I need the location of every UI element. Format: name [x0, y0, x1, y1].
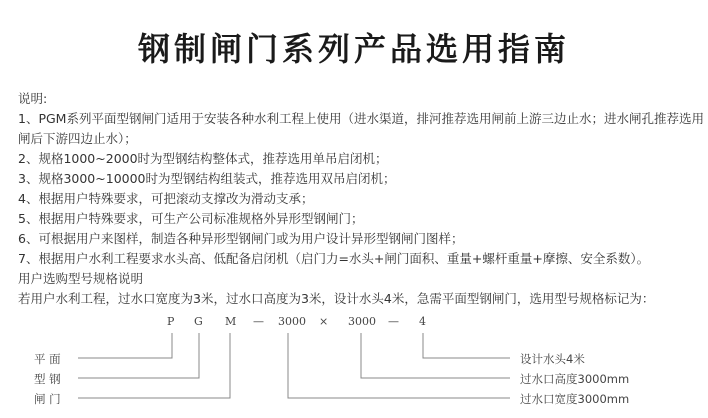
- model-example: 若用户水利工程，过水口宽度为3米，过水口高度为3米，设计水头4米，急需平面型钢闸门，选用型号规格标记为：: [18, 291, 655, 306]
- code-times: ×: [319, 315, 329, 328]
- code-head: 4: [419, 315, 426, 328]
- note-line: 2、规格1000~2000时为型钢结构整体式，推荐选用单吊启闭机；: [18, 151, 388, 166]
- label-steel: 型 钢: [34, 372, 61, 386]
- note-line: 4、根据用户特殊要求，可把滚动支撑改为滑动支承；: [18, 191, 314, 206]
- code-dash: —: [253, 315, 264, 328]
- note-line: 1、PGM系列平面型钢闸门适用于安装各种水利工程上使用（进水渠道，排河推荐选用闸前上游三边止水；进水闸孔推荐选用: [18, 111, 704, 126]
- code-width: 3000: [278, 315, 306, 328]
- note-line: 7、根据用户水利工程要求水头高、低配备启闭机（启门力=水头+闸门面积、重量+螺杆重量+摩擦、安全系数）。: [18, 251, 650, 266]
- notes-heading: 说明:: [18, 91, 48, 106]
- code-height: 3000: [348, 315, 376, 328]
- page-title: 钢制闸门系列产品选用指南: [137, 30, 570, 68]
- code-dash: —: [388, 315, 399, 328]
- note-line: 3、规格3000~10000时为型钢结构组装式，推荐选用双吊启闭机；: [18, 171, 396, 186]
- model-heading: 用户选购型号规格说明: [18, 271, 144, 286]
- code-p: P: [167, 315, 175, 328]
- label-plane: 平 面: [34, 352, 61, 366]
- note-line: 闸后下游四边止水）；: [18, 131, 137, 146]
- label-gate: 闸 门: [34, 392, 61, 406]
- label-opening-width: 过水口宽度3000mm: [520, 392, 630, 406]
- note-line: 5、根据用户特殊要求，可生产公司标准规格外异形型钢闸门；: [18, 211, 364, 226]
- code-g: G: [194, 315, 203, 328]
- code-m: M: [225, 315, 237, 328]
- note-line: 6、可根据用户来图样，制造各种异形型钢闸门或为用户设计异形型钢闸门图样；: [18, 231, 464, 246]
- label-opening-height: 过水口高度3000mm: [520, 372, 630, 386]
- label-design-head: 设计水头4米: [520, 352, 585, 366]
